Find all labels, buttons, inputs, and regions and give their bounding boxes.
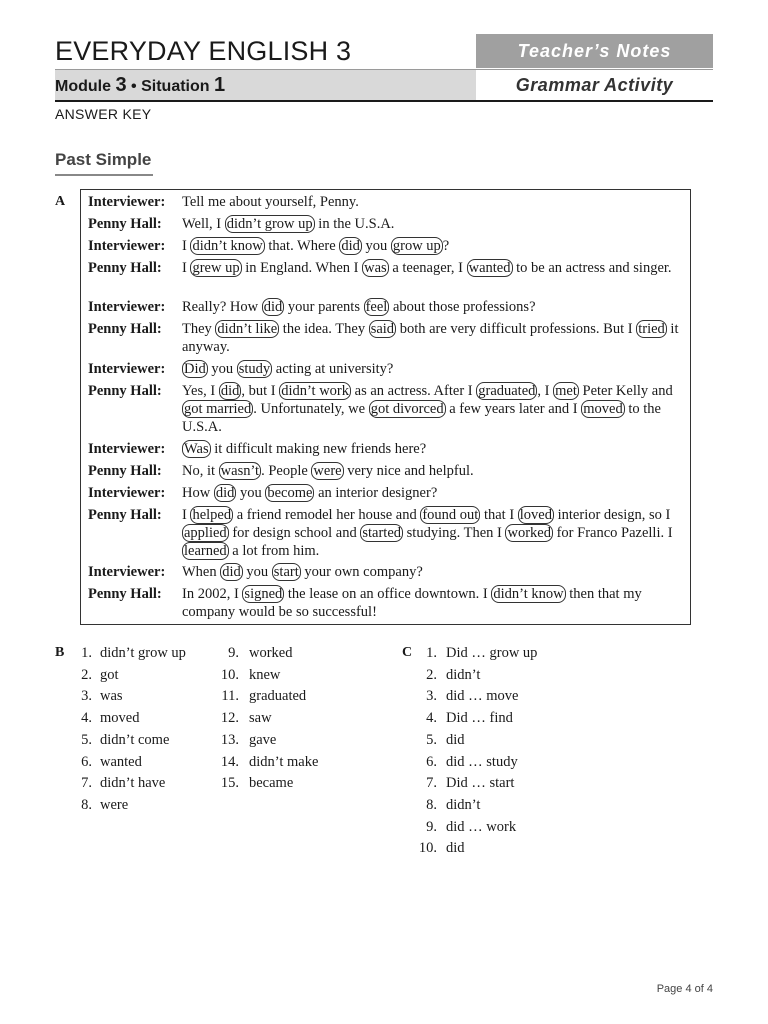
circled-verb: become [267, 485, 313, 501]
speaker-label: Interviewer: [88, 194, 166, 210]
speech-fragment: I [182, 238, 191, 254]
circled-verb: Did [184, 361, 206, 377]
speech-fragment: Yes, I [182, 383, 219, 399]
circled-verb: did [222, 564, 241, 580]
speech-fragment: a few years later and I [445, 401, 582, 417]
speech-fragment: interior design, so I [554, 507, 671, 523]
answer-text: got [100, 666, 119, 683]
answer-text: did … study [446, 753, 518, 770]
speech-fragment: When [182, 564, 221, 580]
section-title: Past Simple [55, 150, 153, 176]
speaker-label: Penny Hall: [88, 383, 162, 399]
circled-verb: didn’t know [493, 586, 564, 602]
speech-fragment: Well, I [182, 216, 225, 232]
speaker-label: Penny Hall: [88, 216, 162, 232]
speech-fragment: in England. When I [241, 260, 363, 276]
answer-number: 12. [220, 710, 239, 727]
circled-verb: did [220, 383, 240, 399]
answer-text: saw [249, 710, 272, 727]
speech-fragment: ? [442, 238, 450, 254]
situation-number: 1 [213, 74, 226, 96]
answer-text: didn’t come [100, 731, 170, 748]
answer-number: 8. [81, 796, 92, 813]
bullet: • [131, 78, 137, 95]
module-number: 3 [115, 74, 127, 96]
answer-text: graduated [249, 688, 307, 705]
circled-verb: found out [422, 507, 479, 523]
answer-text: were [100, 796, 129, 813]
circled-verb: did [263, 299, 283, 315]
circled-verb: did [215, 485, 235, 501]
answer-number: 5. [81, 731, 92, 748]
speech-text [182, 462, 687, 480]
circled-verb: said [370, 321, 395, 337]
circled-verb: applied [184, 525, 227, 541]
speech-text [182, 382, 687, 436]
circled-verb: wasn’t [220, 463, 260, 479]
answer-number: 7. [426, 775, 437, 792]
answer-text: did [446, 731, 465, 748]
speaker-label: Interviewer: [88, 361, 166, 377]
speech-text [182, 215, 687, 233]
answer-text: became [249, 775, 294, 792]
speech-fragment: the lease on an office downtown. I [284, 586, 492, 602]
speech-text [182, 360, 687, 378]
answer-number: 15. [220, 775, 239, 792]
speech-fragment: How [182, 485, 214, 501]
circled-verb: wanted [468, 260, 511, 276]
book-title: EVERYDAY ENGLISH 3 [55, 36, 352, 66]
answer-number: 11. [221, 688, 239, 705]
circled-verb: learned [184, 543, 227, 559]
speech-fragment: to the U.S.A. [182, 401, 661, 435]
circled-verb: tried [638, 321, 665, 337]
answer-number: 6. [426, 753, 437, 770]
speech-fragment: for design school and [228, 525, 361, 541]
speaker-label: Penny Hall: [88, 463, 162, 479]
speaker-label: Interviewer: [88, 485, 166, 501]
speech-text [182, 484, 687, 502]
speaker-label: Penny Hall: [88, 586, 162, 602]
answer-text: wanted [100, 753, 142, 770]
circled-verb: did [341, 238, 360, 254]
circled-verb: signed [244, 586, 283, 602]
speech-fragment: studying. Then I [403, 525, 506, 541]
section-c-letter: C [402, 645, 413, 660]
speech-text [182, 440, 687, 458]
answer-text: didn’t grow up [100, 645, 186, 661]
circled-verb: didn’t like [217, 321, 278, 337]
speech-fragment: your parents [284, 299, 364, 315]
speaker-label: Interviewer: [88, 299, 166, 315]
speech-fragment: it difficult making new friends here? [210, 441, 427, 457]
speech-fragment: No, it [182, 463, 219, 479]
circled-verb: moved [583, 401, 623, 417]
activity-label: Grammar Activity [476, 69, 713, 102]
answer-number: 4. [426, 710, 437, 727]
circled-verb: feel [365, 299, 388, 315]
circled-verb: started [362, 525, 402, 541]
teachers-notes-banner: Teacher’s Notes [476, 34, 713, 68]
circled-verb: were [313, 463, 342, 479]
speech-fragment: it anyway. [182, 321, 679, 355]
speech-fragment: They [182, 321, 216, 337]
answer-text: moved [100, 710, 140, 727]
speech-fragment: both are very difficult professions. But I [396, 321, 637, 337]
circled-verb: grow up [392, 238, 441, 254]
answer-number: 7. [81, 775, 92, 792]
speech-fragment: , but I [241, 383, 280, 399]
circled-verb: loved [519, 507, 552, 523]
speech-text [182, 237, 687, 255]
answer-number: 10. [220, 666, 239, 683]
answer-number: 5. [426, 731, 437, 748]
speech-fragment: about those professions? [389, 299, 536, 315]
situation-label: Situation [141, 78, 210, 95]
answer-text: was [100, 688, 123, 705]
answer-text: Did … grow up [446, 645, 538, 661]
speech-fragment: you [242, 564, 272, 580]
circled-verb: start [273, 564, 299, 580]
speech-text [182, 193, 687, 211]
speech-fragment: then that my company would be so successful! [182, 586, 642, 620]
speech-fragment: . People [261, 463, 312, 479]
speech-fragment: a friend remodel her house and [233, 507, 421, 523]
answer-number: 1. [81, 645, 92, 661]
circled-verb: grew up [192, 260, 240, 276]
circled-verb: helped [192, 507, 232, 523]
speech-fragment: , I [537, 383, 554, 399]
answer-number: 6. [81, 753, 92, 770]
answer-text: did … move [446, 688, 519, 705]
speech-fragment: I [182, 260, 191, 276]
answer-text: Did … start [446, 775, 515, 792]
page-number: Page 4 of 4 [656, 983, 713, 995]
dialog-box [80, 189, 691, 625]
speaker-label: Penny Hall: [88, 321, 162, 337]
answer-number: 3. [81, 688, 92, 705]
module-label: Module [55, 78, 111, 95]
speech-fragment: you [361, 238, 391, 254]
speech-text [182, 320, 687, 356]
circled-verb: got married [184, 401, 252, 417]
speaker-label: Penny Hall: [88, 260, 162, 276]
answer-text: worked [249, 645, 293, 661]
speaker-label: Interviewer: [88, 238, 166, 254]
circled-verb: didn’t work [281, 383, 350, 399]
answer-text: gave [249, 731, 277, 748]
speech-fragment: In 2002, I [182, 586, 243, 602]
speech-text [182, 563, 687, 581]
answer-text: did [446, 840, 465, 857]
circled-verb: worked [507, 525, 551, 541]
speech-fragment: a lot from him. [228, 543, 320, 559]
circled-verb: study [238, 361, 271, 377]
speech-fragment: as an actress. After I [351, 383, 477, 399]
answer-number: 2. [426, 666, 437, 683]
circled-verb: graduated [478, 383, 536, 399]
section-b-letter: B [55, 645, 65, 660]
answer-text: didn’t have [100, 775, 166, 792]
answer-number: 10. [418, 840, 437, 857]
speech-fragment: that I [480, 507, 518, 523]
speech-fragment: I [182, 507, 191, 523]
speech-fragment: an interior designer? [314, 485, 438, 501]
speech-fragment: in the U.S.A. [314, 216, 395, 232]
speech-fragment: you [236, 485, 266, 501]
circled-verb: didn’t know [192, 238, 263, 254]
circled-verb: got divorced [370, 401, 444, 417]
speech-text [182, 298, 687, 316]
answer-number: 2. [81, 666, 92, 683]
speech-fragment: . Unfortunately, we [253, 401, 369, 417]
answer-number: 1. [426, 645, 437, 661]
circled-verb: was [364, 260, 387, 276]
speech-fragment: Tell me about yourself, Penny. [182, 194, 359, 210]
circled-verb: didn’t grow up [226, 216, 313, 232]
speech-fragment: that. Where [264, 238, 340, 254]
speech-text [182, 259, 687, 277]
speech-text [182, 585, 687, 621]
answer-number: 9. [228, 645, 239, 661]
speech-fragment: you [207, 361, 237, 377]
answer-number: 8. [426, 796, 437, 813]
speech-fragment: to be an actress and singer. [512, 260, 672, 276]
answer-number: 4. [81, 710, 92, 727]
circled-verb: met [555, 383, 577, 399]
speaker-label: Interviewer: [88, 441, 166, 457]
speech-fragment: for Franco Pazelli. I [552, 525, 673, 541]
speech-fragment: a teenager, I [388, 260, 467, 276]
answer-key-label: ANSWER KEY [55, 106, 152, 122]
speech-fragment: the idea. They [279, 321, 369, 337]
answer-text: didn’t [446, 666, 481, 683]
answer-text: Did … find [446, 710, 513, 727]
answer-text: knew [249, 666, 281, 683]
answer-number: 9. [426, 818, 437, 835]
speech-text [182, 506, 687, 560]
speech-fragment: your own company? [300, 564, 423, 580]
speech-fragment: very nice and helpful. [343, 463, 474, 479]
module-bar [55, 69, 476, 102]
speech-fragment: acting at university? [272, 361, 394, 377]
answer-text: didn’t [446, 796, 481, 813]
answer-number: 14. [220, 753, 239, 770]
answer-text: didn’t make [249, 753, 319, 770]
speech-fragment: Peter Kelly and [578, 383, 673, 399]
answer-text: did … work [446, 818, 517, 835]
circled-verb: Was [184, 441, 209, 457]
speech-fragment: Really? How [182, 299, 262, 315]
speaker-label: Penny Hall: [88, 507, 162, 523]
speaker-label: Interviewer: [88, 564, 166, 580]
answer-number: 3. [426, 688, 437, 705]
answer-number: 13. [220, 731, 239, 748]
section-a-letter: A [55, 194, 66, 209]
